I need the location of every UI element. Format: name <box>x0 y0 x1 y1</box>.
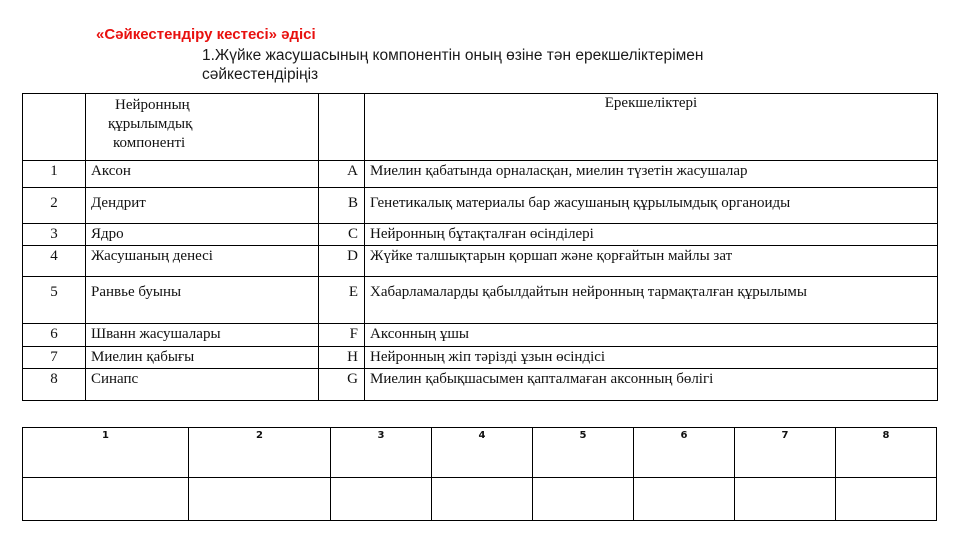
header-component-line: Нейронның <box>115 97 190 113</box>
table-row <box>23 347 938 369</box>
row-letter: A <box>319 161 365 188</box>
answer-cell[interactable] <box>836 478 937 521</box>
row-number: 8 <box>23 369 86 401</box>
row-number: 3 <box>23 224 86 246</box>
answer-input-row <box>23 478 937 521</box>
table-header-row <box>23 94 938 161</box>
header-component-line: құрылымдық <box>108 116 193 132</box>
table-row <box>23 161 938 188</box>
row-number: 1 <box>23 161 86 188</box>
answer-header-cell: 7 <box>735 428 836 478</box>
row-feature: Миелин қабатында орналасқан, миелин түзетін жасушалар <box>365 161 938 188</box>
row-letter: H <box>319 347 365 369</box>
table-row <box>23 277 938 324</box>
row-component: Ранвье буыны <box>86 277 319 324</box>
answer-cell[interactable] <box>735 478 836 521</box>
answer-header-cell: 3 <box>331 428 432 478</box>
answer-header-cell: 6 <box>634 428 735 478</box>
row-number: 2 <box>23 188 86 224</box>
row-component: Ядро <box>86 224 319 246</box>
answer-cell[interactable] <box>331 478 432 521</box>
row-number: 7 <box>23 347 86 369</box>
row-letter: E <box>319 277 365 324</box>
row-component: Аксон <box>86 161 319 188</box>
answer-cell[interactable] <box>189 478 331 521</box>
row-letter: C <box>319 224 365 246</box>
header-letter-cell <box>319 94 365 161</box>
row-feature: Жүйке талшықтарын қоршап және қорғайтын майлы зат <box>365 246 938 277</box>
table-row <box>23 224 938 246</box>
answer-header-row <box>23 428 937 478</box>
answer-cell[interactable] <box>634 478 735 521</box>
method-title: «Сәйкестендіру кестесі» әдісі <box>96 26 316 43</box>
header-component <box>86 94 319 161</box>
row-feature: Аксонның ұшы <box>365 324 938 347</box>
answer-header-cell: 1 <box>23 428 189 478</box>
row-feature: Нейронның жіп тәрізді ұзын өсіндісі <box>365 347 938 369</box>
answer-header-cell: 5 <box>533 428 634 478</box>
answer-header-cell: 2 <box>189 428 331 478</box>
row-letter: G <box>319 369 365 401</box>
matching-table <box>22 93 938 401</box>
table-row <box>23 369 938 401</box>
answer-cell[interactable] <box>432 478 533 521</box>
header-num-cell <box>23 94 86 161</box>
answer-cell[interactable] <box>533 478 634 521</box>
table-row <box>23 246 938 277</box>
answer-table <box>22 427 937 521</box>
row-letter: B <box>319 188 365 224</box>
table-row <box>23 188 938 224</box>
row-component: Дендрит <box>86 188 319 224</box>
header-features: Ерекшеліктері <box>365 94 938 161</box>
row-number: 6 <box>23 324 86 347</box>
answer-cell[interactable] <box>23 478 189 521</box>
row-component: Миелин қабығы <box>86 347 319 369</box>
row-component: Жасушаның денесі <box>86 246 319 277</box>
row-feature: Хабарламаларды қабылдайтын нейронның тармақталған құрылымы <box>365 277 938 324</box>
row-number: 4 <box>23 246 86 277</box>
row-letter: D <box>319 246 365 277</box>
task-instruction: 1.Жүйке жасушасының компонентін оның өзіне тән ерекшеліктерімен сәйкестендіріңіз <box>202 47 704 83</box>
row-feature: Генетикалық материалы бар жасушаның құрылымдық органоиды <box>365 188 938 224</box>
header-component-line: компоненті <box>113 135 186 151</box>
row-letter: F <box>319 324 365 347</box>
row-component: Синапс <box>86 369 319 401</box>
row-feature: Нейронның бұтақталған өсінділері <box>365 224 938 246</box>
table-row <box>23 324 938 347</box>
row-component: Шванн жасушалары <box>86 324 319 347</box>
row-feature: Миелин қабықшасымен қапталмаған аксонның бөлігі <box>365 369 938 401</box>
answer-header-cell: 4 <box>432 428 533 478</box>
answer-header-cell: 8 <box>836 428 937 478</box>
row-number: 5 <box>23 277 86 324</box>
